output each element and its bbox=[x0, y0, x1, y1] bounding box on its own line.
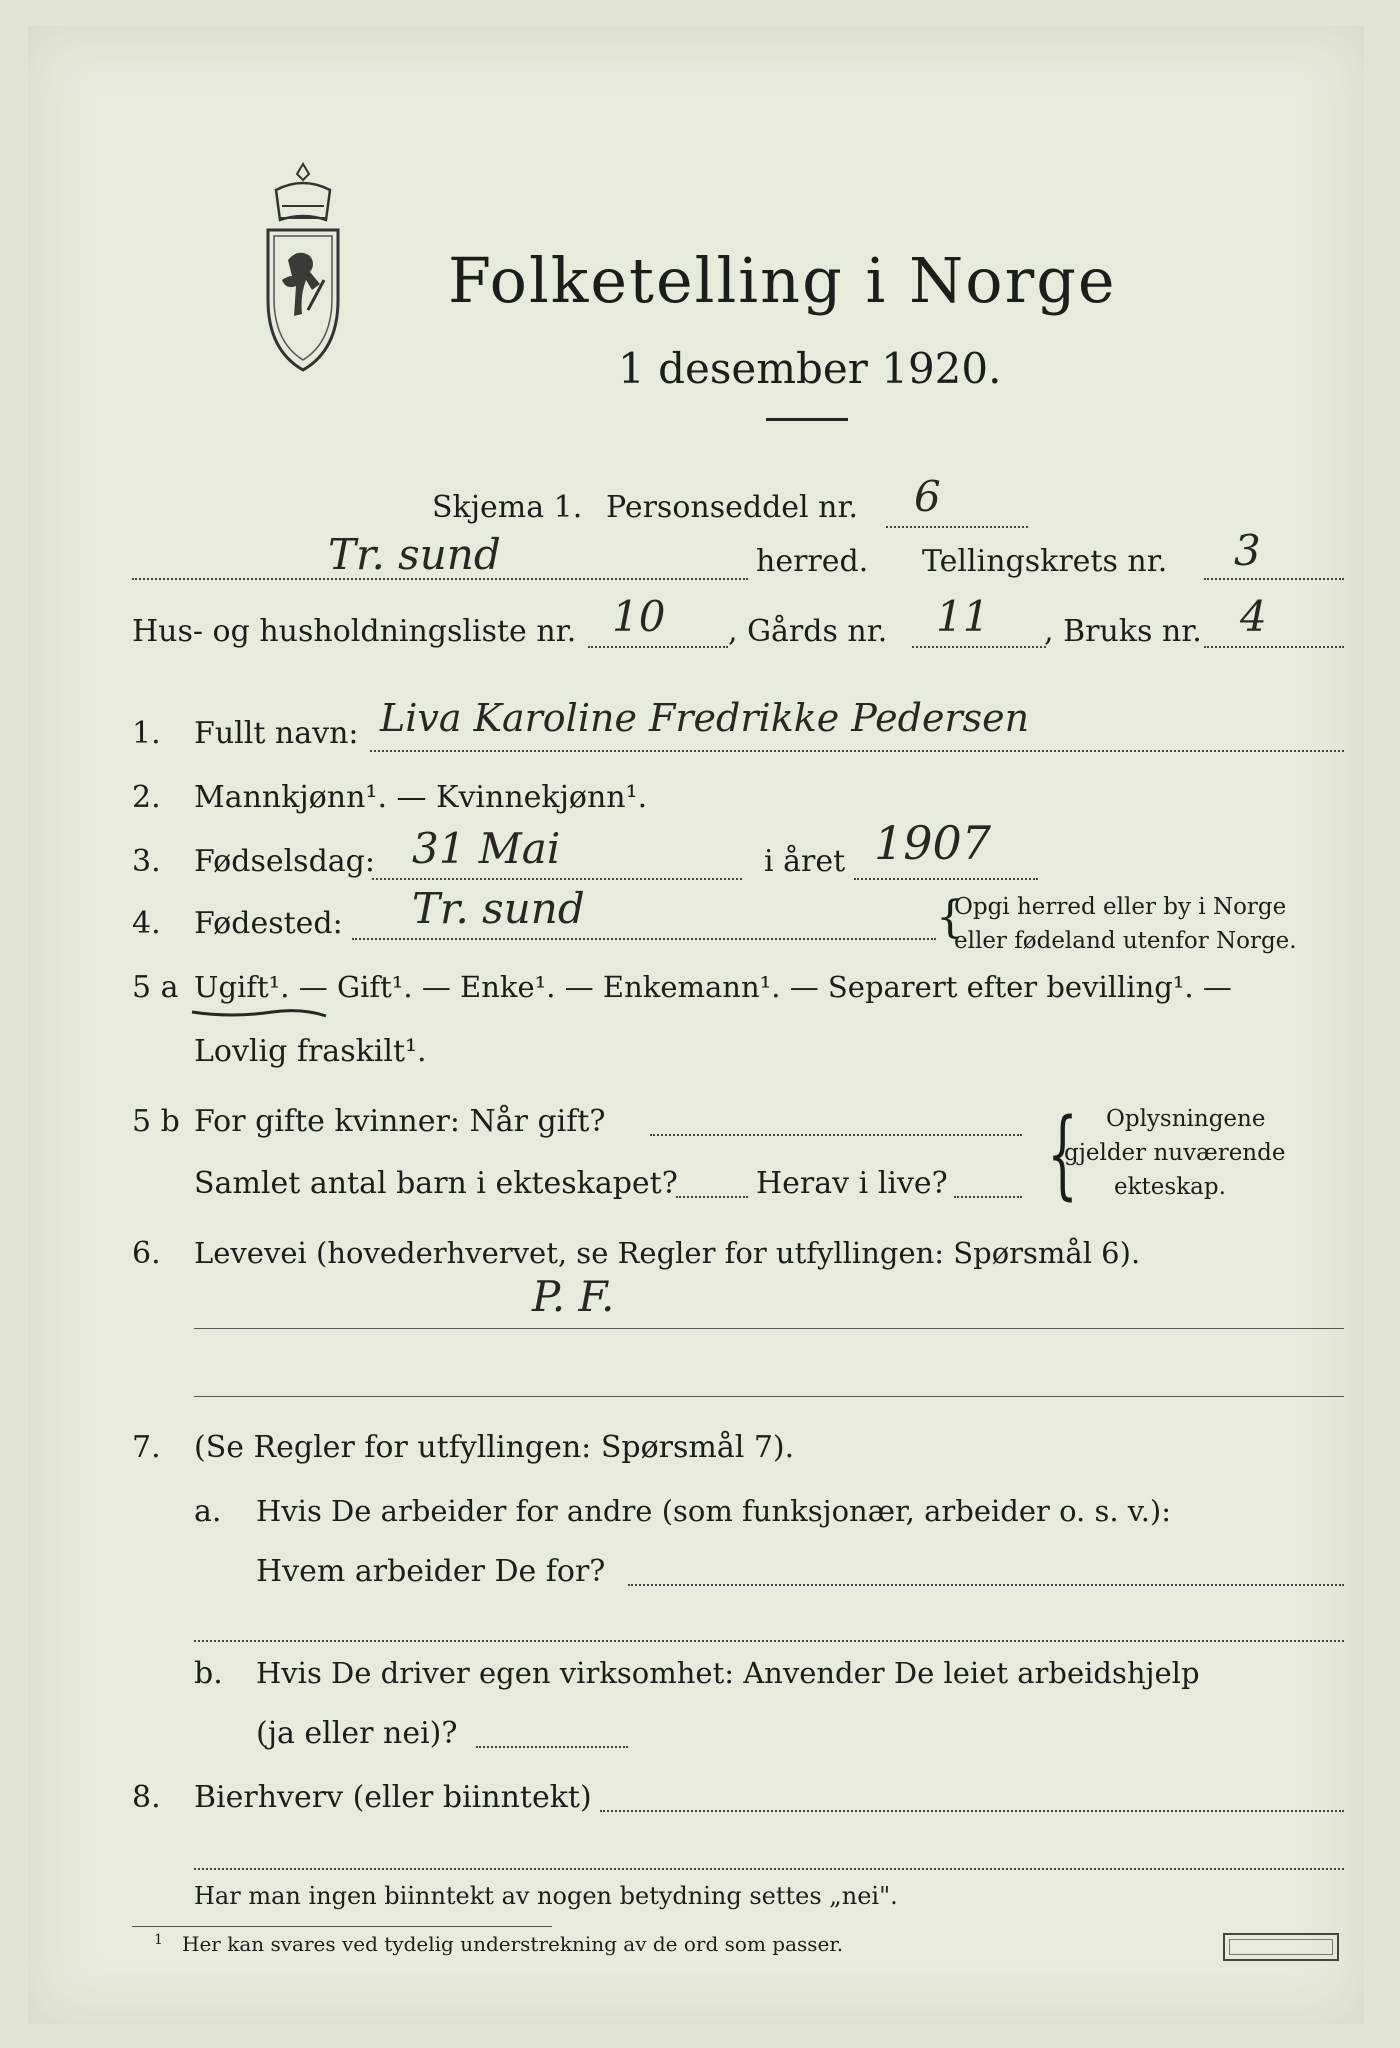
q3-birth-date: 31 Mai bbox=[412, 824, 561, 873]
q2-label: Mannkjønn¹. — Kvinnekjønn¹. bbox=[194, 780, 648, 815]
q1-label: Fullt navn: bbox=[194, 716, 359, 751]
q2-number: 2. bbox=[132, 780, 161, 815]
q4-note-2: eller fødeland utenfor Norge. bbox=[954, 928, 1297, 954]
q4-note-1: Opgi herred eller by i Norge bbox=[954, 894, 1287, 920]
income-note: Har man ingen biinntekt av nogen betydning settes „nei". bbox=[194, 1882, 898, 1910]
krets-label: Tellingskrets nr. bbox=[922, 544, 1168, 579]
q5b-children-label: Samlet antal barn i ekteskapet? bbox=[194, 1166, 678, 1201]
q4-number: 4. bbox=[132, 906, 161, 941]
q5b-number: 5 b bbox=[132, 1104, 180, 1139]
q4-birthplace: Tr. sund bbox=[412, 884, 585, 933]
q5b-married-line bbox=[650, 1134, 1022, 1136]
q5b-note-2: gjelder nuværende bbox=[1064, 1140, 1286, 1166]
census-date: 1 desember 1920. bbox=[618, 344, 1002, 393]
hus-label: Hus- og husholdningsliste nr. bbox=[132, 614, 577, 649]
q5a-marital-options-2: Lovlig fraskilt¹. bbox=[194, 1034, 427, 1069]
q7b-line-1: Hvis De driver egen virksomhet: Anvender De leiet arbeidshjelp bbox=[256, 1656, 1200, 1690]
gards-value: 11 bbox=[936, 592, 990, 641]
q6-line-1 bbox=[194, 1328, 1344, 1329]
q6-number: 6. bbox=[132, 1236, 161, 1271]
q7a-line-1: Hvis De arbeider for andre (som funksjonær, arbeider o. s. v.): bbox=[256, 1494, 1172, 1528]
q5a-marital-options: Ugift¹. — Gift¹. — Enke¹. — Enkemann¹. — Separert efter bevilling¹. — bbox=[194, 970, 1232, 1004]
q5b-note-3: ekteskap. bbox=[1114, 1174, 1226, 1200]
q3-birth-year: 1907 bbox=[874, 816, 992, 870]
form-title: Folketelling i Norge bbox=[448, 244, 1117, 317]
ugift-underline bbox=[190, 1006, 330, 1020]
title-divider bbox=[766, 418, 848, 421]
q1-full-name: Liva Karoline Fredrikke Pedersen bbox=[380, 696, 1030, 740]
q7a-number: a. bbox=[194, 1494, 222, 1529]
q7a-line-2: Hvem arbeider De for? bbox=[256, 1554, 606, 1589]
q3-number: 3. bbox=[132, 844, 161, 879]
schema-label: Skjema 1. bbox=[432, 490, 583, 525]
person-label: Personseddel nr. bbox=[606, 490, 859, 525]
q7-number: 7. bbox=[132, 1430, 161, 1465]
q7b-answer-line bbox=[476, 1746, 628, 1748]
footnote-divider bbox=[132, 1926, 552, 1927]
krets-value: 3 bbox=[1234, 526, 1261, 575]
q5b-children-line bbox=[676, 1196, 748, 1198]
q8-line-2 bbox=[194, 1868, 1344, 1870]
herred-value: Tr. sund bbox=[328, 530, 501, 579]
q7b-line-2: (ja eller nei)? bbox=[256, 1716, 458, 1751]
q3-date-line bbox=[372, 878, 742, 880]
footnote-text: Her kan svares ved tydelig understrekning av de ord som passer. bbox=[182, 1932, 844, 1956]
q7-label: (Se Regler for utfyllingen: Spørsmål 7). bbox=[194, 1430, 795, 1465]
bruks-label: , Bruks nr. bbox=[1044, 614, 1202, 649]
q7b-number: b. bbox=[194, 1656, 223, 1691]
q4-label: Fødested: bbox=[194, 906, 343, 941]
q5a-number: 5 a bbox=[132, 970, 179, 1005]
q8-number: 8. bbox=[132, 1780, 161, 1815]
q4-line bbox=[352, 938, 936, 940]
coat-of-arms-icon bbox=[258, 160, 348, 380]
q4-brace: { bbox=[936, 892, 964, 943]
hus-value: 10 bbox=[612, 592, 666, 641]
q5b-alive-label: Herav i live? bbox=[756, 1166, 948, 1201]
census-form bbox=[28, 26, 1364, 2024]
footnote-mark: 1 bbox=[154, 1932, 163, 1948]
printer-stamp bbox=[1223, 1933, 1339, 1961]
q7a-employer-line bbox=[628, 1584, 1344, 1586]
q3-year-label: i året bbox=[764, 844, 846, 879]
gards-label: , Gårds nr. bbox=[728, 614, 888, 649]
q8-label: Bierhverv (eller biinntekt) bbox=[194, 1780, 592, 1815]
q7a-employer-line-2 bbox=[194, 1640, 1344, 1642]
herred-label: herred. bbox=[756, 544, 869, 579]
hus-line bbox=[588, 646, 728, 648]
q6-line-2 bbox=[194, 1396, 1344, 1397]
q1-line bbox=[370, 750, 1344, 752]
q8-line bbox=[600, 1810, 1344, 1812]
q3-label: Fødselsdag: bbox=[194, 844, 375, 879]
krets-line bbox=[1204, 578, 1344, 580]
person-nr-value: 6 bbox=[914, 472, 941, 521]
q3-year-line bbox=[854, 878, 1038, 880]
bruks-line bbox=[1204, 646, 1344, 648]
q6-label: Levevei (hovederhvervet, se Regler for utfyllingen: Spørsmål 6). bbox=[194, 1236, 1141, 1270]
gards-line bbox=[912, 646, 1046, 648]
q5b-brace: { bbox=[1047, 1098, 1078, 1210]
q1-number: 1. bbox=[132, 716, 161, 751]
q6-occupation: P. F. bbox=[532, 1272, 615, 1321]
q5b-married-label: For gifte kvinner: Når gift? bbox=[194, 1104, 606, 1139]
q5b-note-1: Oplysningene bbox=[1106, 1106, 1266, 1132]
person-nr-line bbox=[886, 526, 1028, 528]
q5b-alive-line bbox=[954, 1196, 1022, 1198]
bruks-value: 4 bbox=[1240, 592, 1267, 641]
